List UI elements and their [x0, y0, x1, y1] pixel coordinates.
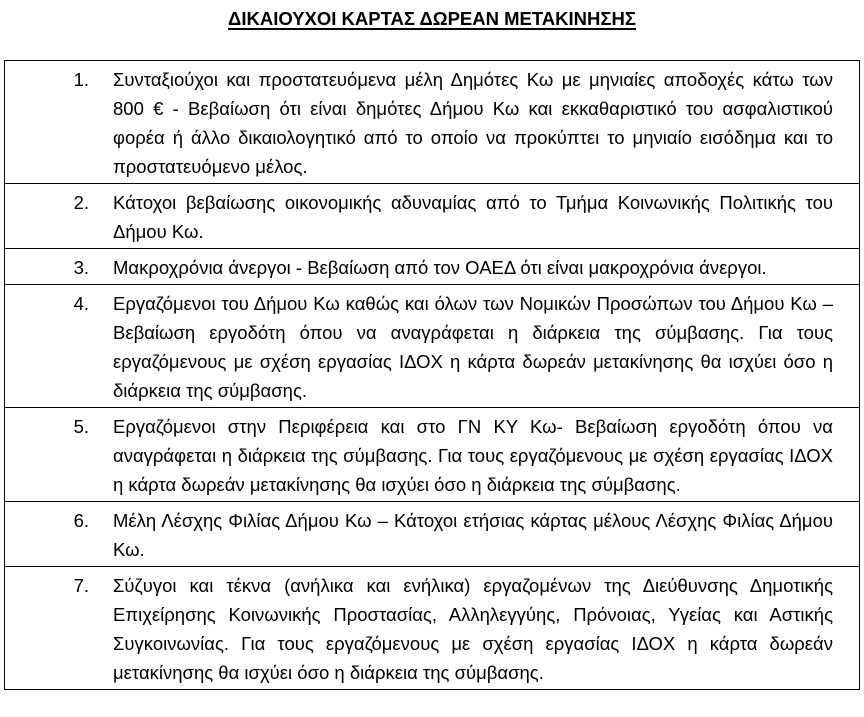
list-item-text: Μακροχρόνια άνεργοι - Βεβαίωση από τον ΟΑΕΔ ότι είναι μακροχρόνια άνεργοι.: [113, 257, 767, 278]
table-cell: [5, 567, 860, 690]
table-cell: [5, 61, 860, 184]
table-row: [5, 249, 860, 285]
table-row: [5, 567, 860, 690]
list-item-text: Κάτοχοι βεβαίωσης οικονομικής αδυναμίας από το Τμήμα Κοινωνικής Πολιτικής του Δήμου Κω.: [113, 192, 833, 242]
list-item-number: 7.: [73, 575, 89, 596]
list-item-number: 3.: [73, 257, 89, 278]
list-item-number: 4.: [73, 293, 89, 314]
list-item-text: Μέλη Λέσχης Φιλίας Δήμου Κω – Κάτοχοι ετήσιας κάρτας μέλους Λέσχης Φιλίας Δήμου Κω.: [113, 510, 833, 560]
list-item: [5, 289, 833, 405]
table-cell: [5, 249, 860, 285]
list-item: [5, 571, 833, 687]
list-item-number: 1.: [73, 69, 89, 90]
list-item-number: 2.: [73, 192, 89, 213]
table-cell: [5, 184, 860, 249]
beneficiaries-table: [4, 60, 860, 690]
list-item-text: Εργαζόμενοι του Δήμου Κω καθώς και όλων των Νομικών Προσώπων του Δήμου Κω – Βεβαίωση εργοδότη όπου να αναγράφεται η διάρκεια της σύμβασης. Για τους εργαζόμενους με σχέση εργασίας ΙΔΟΧ η κάρτα δωρεάν μετακίνησης θα ισχύει όσο η διάρκεια της σύμβασης.: [113, 293, 833, 401]
table-row: [5, 184, 860, 249]
list-item-text: Εργαζόμενοι στην Περιφέρεια και στο ΓΝ ΚΥ Κω- Βεβαίωση εργοδότη όπου να αναγράφεται η διάρκεια της σύμβασης. Για τους εργαζόμενους με σχέση εργασίας ΙΔΟΧ η κάρτα δωρεάν μετακίνησης θα ισχύει όσο η διάρκεια της σύμβασης.: [113, 416, 833, 495]
document-title: [0, 7, 864, 31]
list-item: [5, 253, 833, 282]
table-row: [5, 61, 860, 184]
document-title-text: ΔΙΚΑΙΟΥΧΟΙ ΚΑΡΤΑΣ ΔΩΡΕΑΝ ΜΕΤΑΚΙΝΗΣΗΣ: [228, 8, 636, 29]
list-item: [5, 188, 833, 246]
table-row: [5, 285, 860, 408]
list-item-number: 5.: [73, 416, 89, 437]
table-row: [5, 408, 860, 502]
list-item-number: 6.: [73, 510, 89, 531]
table-cell: [5, 285, 860, 408]
table-cell: [5, 408, 860, 502]
list-item-text: Συνταξιούχοι και προστατευόμενα μέλη Δημότες Κω με μηνιαίες αποδοχές κάτω των 800 € - Βεβαίωση ότι είναι δημότες Δήμου Κω και εκκαθαριστικό του ασφαλιστικού φορέα ή άλλο δικαιολογητικό από το οποίο να προκύπτει το μηνιαίο εισόδημα και το προστατευόμενο μέλος.: [113, 69, 833, 177]
table-row: [5, 502, 860, 567]
list-item-text: Σύζυγοι και τέκνα (ανήλικα και ενήλικα) εργαζομένων της Διεύθυνσης Δημοτικής Επιχείρησης Κοινωνικής Προστασίας, Αλληλεγγύης, Πρόνοιας, Υγείας και Αστικής Συγκοινωνίας. Για τους εργαζόμενους με σχέση εργασίας ΙΔΟΧ η κάρτα δωρεάν μετακίνησης θα ισχύει όσο η διάρκεια της σύμβασης.: [113, 575, 833, 683]
list-item: [5, 412, 833, 499]
table-cell: [5, 502, 860, 567]
list-item: [5, 65, 833, 181]
list-item: [5, 506, 833, 564]
